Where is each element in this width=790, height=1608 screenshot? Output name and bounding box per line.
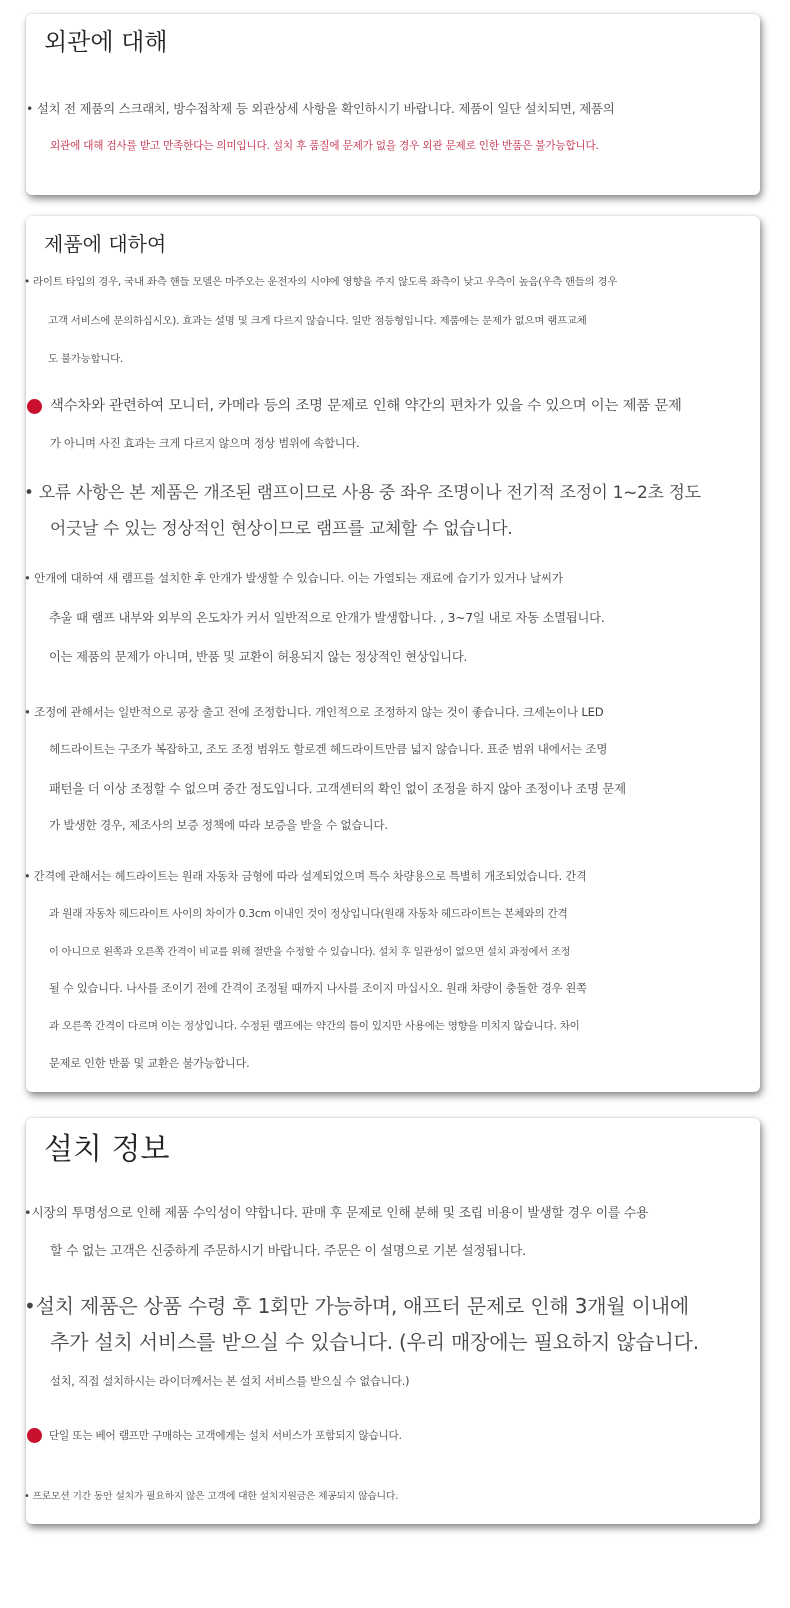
gap-text-line-2: 과 원래 자동차 헤드라이트 사이의 차이가 0.3cm 이내인 것이 정상입니다(원래 자동차 헤드라이트는 본체와의 간격 xyxy=(49,908,568,920)
appearance-section xyxy=(26,14,760,195)
market-text-line-2: 할 수 없는 고객은 신중하게 주문하시기 바랍니다. 주문은 이 설명으로 기본 설정됩니다. xyxy=(50,1244,526,1259)
fog-text-line-1: • 안개에 대하여 새 램프를 설치한 후 안개가 발생할 수 있습니다. 이는 가열되는 재료에 습기가 있거나 날씨가 xyxy=(24,571,563,585)
gap-text-line-1: • 간격에 관해서는 헤드라이트는 원래 자동차 금형에 따라 설계되었으며 특수 차량용으로 특별히 개조되었습니다. 간격 xyxy=(24,870,587,883)
promo-text: • 프로모션 기간 동안 설치가 필요하지 않은 고객에 대한 설치지원금은 제공되지 않습니다. xyxy=(24,1491,399,1502)
adjust-text-line-3: 패턴을 더 이상 조정할 수 없으며 중간 정도입니다. 고객센터의 확인 없이 조정을 하지 않아 조정이나 조명 문제 xyxy=(49,782,626,796)
market-text-line-1: •시장의 투명성으로 인해 제품 수익성이 약합니다. 판매 후 문제로 인해 분해 및 조립 비용이 발생할 경우 이를 수용 xyxy=(24,1206,649,1221)
fog-text-line-2: 추울 때 램프 내부와 외부의 온도차가 커서 일반적으로 안개가 발생합니다. , 3~7일 내로 자동 소멸됩니다. xyxy=(49,611,605,625)
light-text-line-1: • 라이트 타입의 경우, 국내 좌측 핸들 모델은 마주오는 운전자의 시야에 영향을 주지 않도록 좌측이 낮고 우측이 높음(우측 핸들의 경우 xyxy=(24,276,618,288)
red-bullet-icon xyxy=(27,399,42,414)
appearance-title: 외관에 대해 xyxy=(44,28,168,56)
appearance-text-line-1: • 설치 전 제품의 스크래치, 방수접착제 등 외관상세 사항을 확인하시기 바랍니다. 제품이 일단 설치되면, 제품의 xyxy=(26,101,615,116)
gap-text-line-5: 과 오른쪽 간격이 다르며 이는 정상입니다. 수정된 램프에는 약간의 틈이 있지만 사용에는 영향을 미치지 않습니다. 차이 xyxy=(49,1020,580,1032)
install-section xyxy=(26,1118,760,1524)
bare-lamp-text: 단일 또는 베어 램프만 구매하는 고객에게는 설치 서비스가 포함되지 않습니다. xyxy=(49,1430,402,1442)
adjust-text-line-1: • 조정에 관해서는 일반적으로 공장 출고 전에 조정합니다. 개인적으로 조정하지 않는 것이 좋습니다. 크세논이나 LED xyxy=(24,705,604,719)
product-section xyxy=(26,216,760,1092)
error-text-line-1: • 오류 사항은 본 제품은 개조된 램프이므로 사용 중 좌우 조명이나 전기적 조정이 1~2초 정도 xyxy=(24,482,701,502)
adjust-text-line-2: 헤드라이트는 구조가 복잡하고, 조도 조정 범위도 할로겐 헤드라이트만큼 넓지 않습니다. 표준 범위 내에서는 조명 xyxy=(49,742,608,756)
color-text-line-1: 색수차와 관련하여 모니터, 카메라 등의 조명 문제로 인해 약간의 편차가 있을 수 있으며 이는 제품 문제 xyxy=(50,398,682,414)
install-title: 설치 정보 xyxy=(44,1132,170,1167)
product-title: 제품에 대하여 xyxy=(44,232,167,256)
color-text-line-2: 가 아니며 사진 효과는 크게 다르지 않으며 정상 범위에 속합니다. xyxy=(50,437,360,450)
error-text-line-2: 어긋날 수 있는 정상적인 현상이므로 램프를 교체할 수 없습니다. xyxy=(50,518,513,538)
light-text-line-3: 도 불가능합니다. xyxy=(48,353,124,365)
service-text-line-2: 추가 설치 서비스를 받으실 수 있습니다. (우리 매장에는 필요하지 않습니다. xyxy=(50,1330,699,1354)
service-text-line-3: 설치, 직접 설치하시는 라이더께서는 본 설치 서비스를 받으실 수 없습니다.) xyxy=(50,1375,410,1388)
gap-text-line-6: 문제로 인한 반품 및 교환은 불가능합니다. xyxy=(49,1057,250,1070)
gap-text-line-4: 될 수 있습니다. 나사를 조이기 전에 간격이 조정될 때까지 나사를 조이지 마십시오. 원래 차량이 충돌한 경우 왼쪽 xyxy=(49,982,587,995)
fog-text-line-3: 이는 제품의 문제가 아니며, 반품 및 교환이 허용되지 않는 정상적인 현상입니다. xyxy=(49,650,468,664)
red-bullet-icon xyxy=(27,1428,42,1443)
service-text-line-1: •설치 제품은 상품 수령 후 1회만 가능하며, 애프터 문제로 인해 3개월 이내에 xyxy=(24,1294,690,1318)
adjust-text-line-4: 가 발생한 경우, 제조사의 보증 정책에 따라 보증을 받을 수 없습니다. xyxy=(49,818,388,832)
gap-text-line-3: 이 아니므로 왼쪽과 오른쪽 간격이 비교를 위해 절반을 수정할 수 있습니다). 설치 후 일관성이 없으면 설치 과정에서 조정 xyxy=(49,947,571,958)
light-text-line-2: 고객 서비스에 문의하십시오). 효과는 설명 및 크게 다르지 않습니다. 일반 점등형입니다. 제품에는 문제가 없으며 램프교체 xyxy=(48,315,587,327)
appearance-text-line-2: 외관에 대해 검사를 받고 만족한다는 의미입니다. 설치 후 품질에 문제가 없을 경우 외관 문제로 인한 반품은 불가능합니다. xyxy=(50,140,599,152)
